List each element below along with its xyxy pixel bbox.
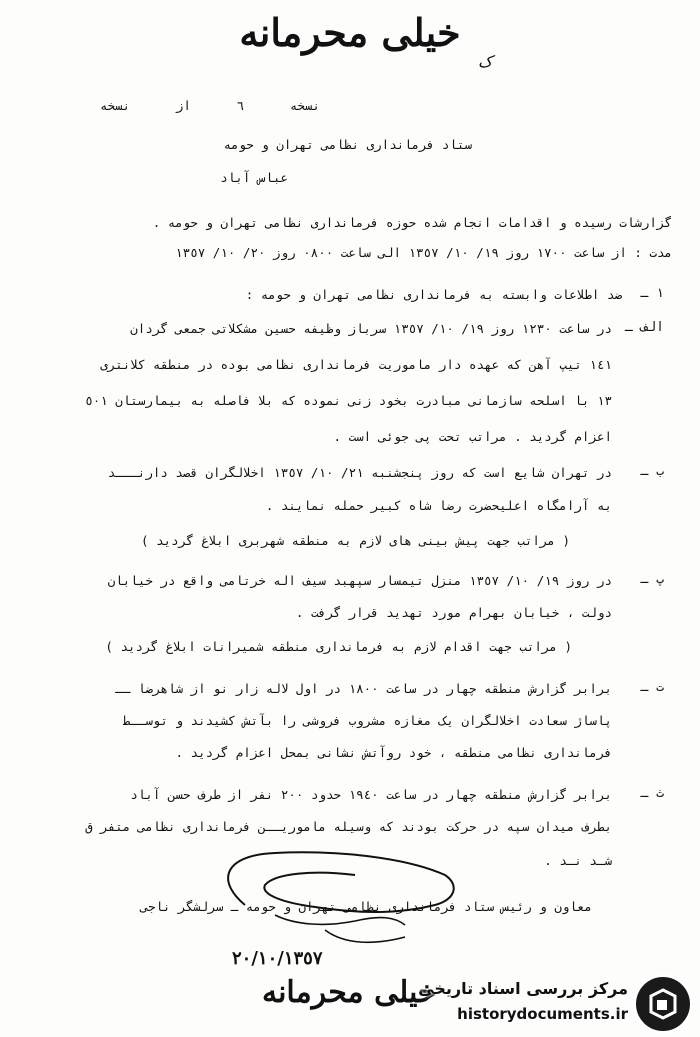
item-a-label: الف ـ [624, 320, 664, 335]
copy-word-2: نسخه [100, 98, 131, 113]
signature-scribble [205, 845, 465, 955]
item-p-label: پ ـ [640, 572, 664, 587]
handwritten-mark: ک [478, 52, 493, 71]
signature-date: ٢٠/١٠/١٣٥٧ [232, 948, 323, 969]
section-1-title: ضد اطلاعات وابسته به فرمانداری نظامی تهران و حومه : [245, 287, 622, 302]
recipient-line: ستاد فرمانداری نظامی تهران و حومه [223, 137, 472, 152]
watermark-text-fa: مرکز بررسی اسناد تاریخی [418, 979, 628, 998]
copy-number-row [100, 98, 320, 113]
item-a-line-2: ١٤١ تیپ آهن که عهده دار ماموریت فرمانداری نظامی بوده در منطقه کلانتری [100, 357, 612, 372]
item-th-line-1: برابر گزارش منطقه چهار در ساعت ١٩٤٠ حدود ٢٠٠ نفر از طرف حسن آباد [130, 787, 612, 802]
watermark-text-en: historydocuments.ir [457, 1005, 628, 1023]
item-th-label: ث ـ [640, 786, 664, 801]
item-th-line-3: شـد نـد . [544, 853, 612, 868]
item-b-line-1: در تهران شایع است که روز پنجشنبه ٢١/ ١٠/ ١٣٥٧ اخلالگران قصد دارنـــد [107, 465, 612, 480]
item-b-line-2: به آرامگاه اعلیحضرت رضا شاه کبیر حمله نمایند . [265, 498, 612, 513]
place-line: عباس آباد [220, 170, 288, 185]
period-line: مدت : از ساعت ١٧٠٠ روز ١٩/ ١٠/ ١٣٥٧ الی ساعت ٠٨٠٠ روز ٢٠/ ١٠/ ١٣٥٧ [175, 245, 672, 260]
item-t-line-3: فرمانداری نظامی منطقه ، خود روآتش نشانی بمحل اعزام گردید . [175, 745, 612, 760]
item-a-line-3: ١٣ با اسلحه سازمانی مبادرت بخود زنی نموده که بلا فاصله به بیمارستان ٥٠١ [85, 393, 612, 408]
copy-num: ٦ [236, 98, 245, 113]
item-a-line-1: در ساعت ١٢٣٠ روز ١٩/ ١٠/ ١٣٥٧ سرباز وظیفه حسین مشکلاتی جمعی گردان [130, 321, 612, 336]
item-t-line-1: برابر گزارش منطقه چهار در ساعت ١٨٠٠ در اول لاله زار نو از شاهرضا ــ [115, 681, 612, 696]
item-b-line-3: ( مراتب جهت پیش بینی های لازم به منطقه شهربری ابلاغ گردید ) [141, 533, 570, 548]
item-b-label: ب ـ [640, 464, 664, 479]
subject-line: گزارشات رسیده و اقدامات انجام شده حوزه فرمانداری نظامی تهران و حومه . [152, 215, 672, 230]
item-th-line-2: بطرف میدان سپه در حرکت بودند که وسیله ماموریــن فرمانداری نظامی متفر ق [85, 819, 612, 834]
item-t-label: ت ـ [640, 680, 664, 695]
item-t-line-2: پاساژ سعادت اخلالگران یک مغازه مشروب فروشی را بآتش کشیدند و توســط [122, 713, 612, 728]
classification-title: خیلی محرمانه [239, 10, 461, 55]
item-p-line-2: دولت ، خیابان بهرام مورد تهدید قرار گرفت . [295, 605, 612, 620]
copy-from: از [175, 98, 191, 113]
item-a-line-4: اعزام گردید . مراتب تحت پی جوئی است . [333, 429, 612, 444]
watermark [418, 975, 690, 1033]
item-p-line-3: ( مراتب جهت اقدام لازم به فرمانداری منطقه شمیرانات ابلاغ گردید ) [105, 639, 572, 654]
item-p-line-1: در روز ١٩/ ١٠/ ١٣٥٧ منزل تیمسار سپهبد سیف اله خرتامی واقع در خیابان [107, 573, 612, 588]
footer-classification: خیلی محرمانه [262, 975, 437, 1010]
copy-word: نسخه [289, 98, 320, 113]
section-1-label: ١ ـ [640, 286, 664, 301]
document-archive-logo-icon [636, 977, 690, 1031]
signature-title: معاون و رئیس ستاد فرمانداری نظامی تهران و حومه ـ سرلشگر ناجی [140, 899, 592, 914]
